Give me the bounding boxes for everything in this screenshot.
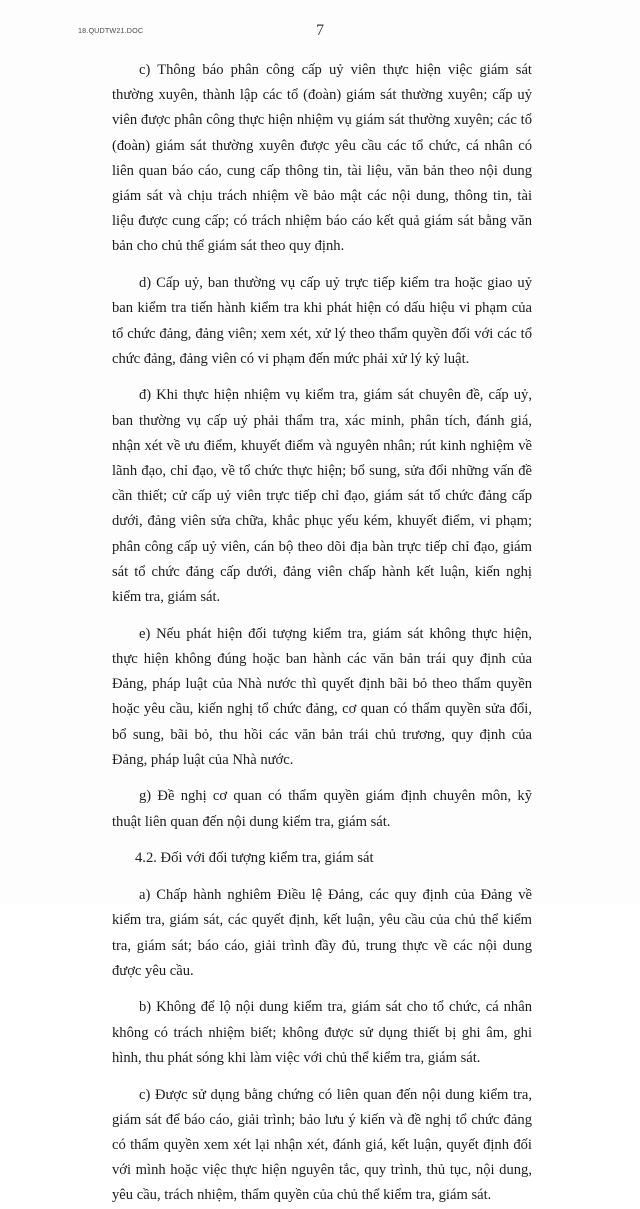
- page-number: 7: [316, 22, 324, 39]
- para-c-duoc-su-dung: c) Được sử dụng bằng chứng có liên quan đến nội dung kiểm tra, giám sát để báo cáo, giải trình; bảo lưu ý kiến và đề nghị tổ chức đảng có thẩm quyền xem xét lại nhận xét, đánh giá, kết luận, quyết định đối với mình hoặc việc thực hiện nguyên tắc, quy trình, thủ tục, nội dung, yêu cầu, trách nhiệm, thẩm quyền của chủ thể kiểm tra, giám sát.: [112, 1086, 532, 1204]
- para-a-chap-hanh: a) Chấp hành nghiêm Điều lệ Đảng, các quy định của Đảng về kiểm tra, giám sát, các quyết định, kết luận, yêu cầu của chủ thể kiểm tra, giám sát; báo cáo, giải trình đầy đủ, trung thực về các nội dung được yêu cầu.: [112, 887, 532, 979]
- para-g-de-nghi: g) Đề nghị cơ quan có thẩm quyền giám định chuyên môn, kỹ thuật liên quan đến nội dung kiểm tra, giám sát.: [112, 788, 532, 830]
- para-heading-4-2: 4.2. Đối với đối tượng kiểm tra, giám sát: [135, 850, 374, 867]
- page-header: [0, 22, 640, 48]
- para-e-neu-phat-hien: e) Nếu phát hiện đối tượng kiểm tra, giám sát không thực hiện, thực hiện không đúng hoặc ban hành các văn bản trái quy định của Đảng, pháp luật của Nhà nước thì quyết định bãi bỏ theo thẩm quyền hoặc yêu cầu, kiến nghị tổ chức đảng, cơ quan có thẩm quyền sửa đổi, bổ sung, bãi bỏ, thu hồi các văn bản trái chủ trương, quy định của Đảng, pháp luật của Nhà nước.: [112, 625, 532, 768]
- para-dd-khi-thuc-hien: đ) Khi thực hiện nhiệm vụ kiểm tra, giám sát chuyên đề, cấp uỷ, ban thường vụ cấp uỷ phải thẩm tra, xác minh, phân tích, đánh giá, nhận xét về ưu điểm, khuyết điểm và nguyên nhân; rút kinh nghiệm về lãnh đạo, chỉ đạo, về tổ chức thực hiện; bổ sung, sửa đổi những vấn đề cần thiết; cử cấp uỷ viên trực tiếp chỉ đạo, giám sát tổ chức đảng cấp dưới, đảng viên sửa chữa, khắc phục yếu kém, khuyết điểm, vi phạm; phân công cấp uỷ viên, cán bộ theo dõi địa bàn trực tiếp chỉ đạo, giám sát tổ chức đảng cấp dưới, đảng viên chấp hành kết luận, kiến nghị kiểm tra, giám sát.: [112, 387, 532, 606]
- document-code-label: 18.QUDTW21.DOC: [78, 26, 144, 35]
- para-b-khong-de-lo: b) Không để lộ nội dung kiểm tra, giám sát cho tổ chức, cá nhân không có trách nhiệm biết; không được sử dụng thiết bị ghi âm, ghi hình, thu phát sóng khi làm việc với chủ thể kiểm tra, giám sát.: [112, 999, 532, 1066]
- para-d-cap-uy: d) Cấp uỷ, ban thường vụ cấp uỷ trực tiếp kiểm tra hoặc giao uỷ ban kiểm tra tiến hành kiểm tra khi phát hiện có dấu hiệu vi phạm của tổ chức đảng, đảng viên; xem xét, xử lý theo thẩm quyền đối với các tổ chức đảng, đảng viên có vi phạm đến mức phải xử lý kỷ luật.: [112, 275, 532, 367]
- document-body: [112, 58, 532, 1209]
- para-c-thong-bao: c) Thông báo phân công cấp uỷ viên thực hiện việc giám sát thường xuyên, thành lập các tổ (đoàn) giám sát thường xuyên; cấp uỷ viên được phân công thực hiện nhiệm vụ giám sát thường xuyên; các tổ (đoàn) giám sát thường xuyên được yêu cầu các tổ chức, cá nhân có liên quan báo cáo, cung cấp thông tin, tài liệu, văn bản theo nội dung giám sát và chịu trách nhiệm về bảo mật các nội dung, thông tin, tài liệu được cung cấp; có trách nhiệm báo cáo kết quả giám sát bằng văn bản cho chủ thể giám sát theo quy định.: [112, 62, 532, 255]
